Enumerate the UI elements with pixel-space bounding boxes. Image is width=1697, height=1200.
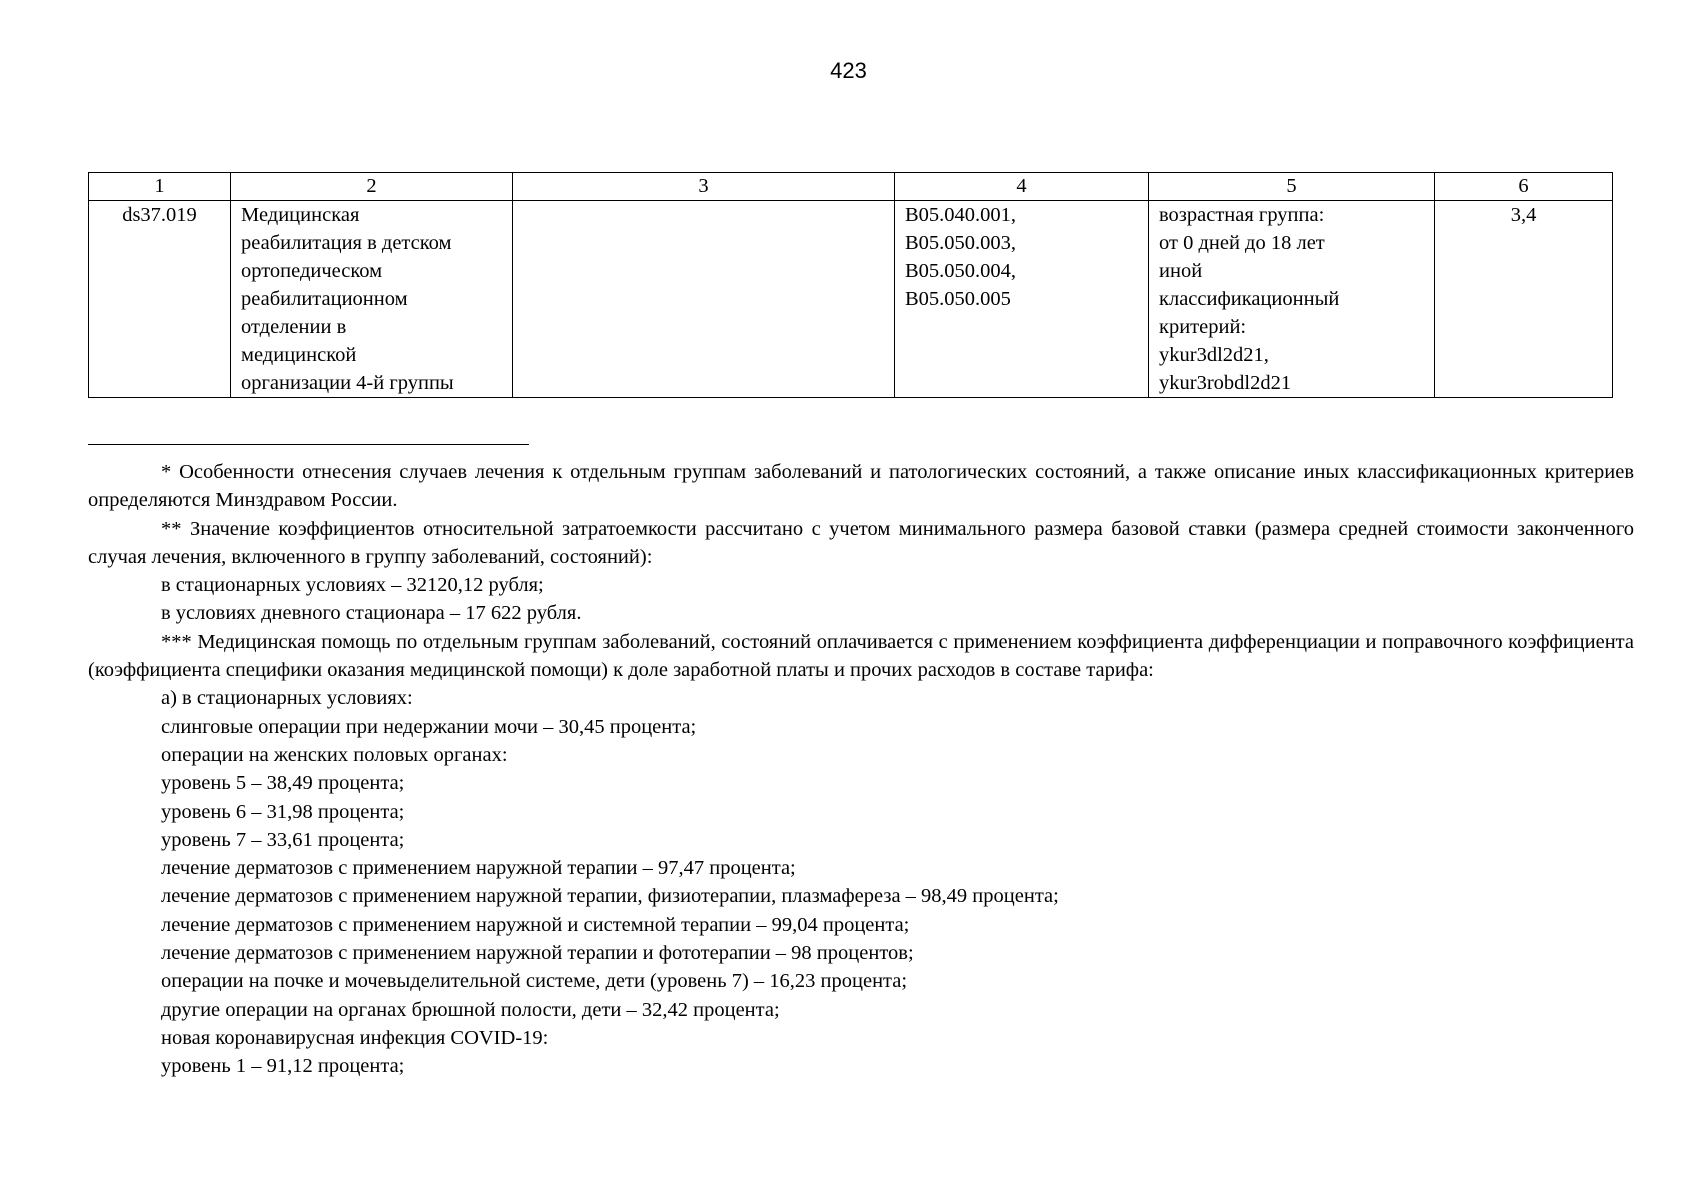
criteria-cell: возрастная группа: от 0 дней до 18 лет иной классификационный критерий: ykur3dl2d21, ykur3robdl2d21 bbox=[1149, 201, 1435, 398]
footnote-line: лечение дерматозов с применением наружной терапии – 97,47 процента; bbox=[161, 857, 796, 880]
tariff-table bbox=[88, 172, 1613, 398]
footnote-line: другие операции на органах брюшной полости, дети – 32,42 процента; bbox=[161, 998, 780, 1021]
footnote-line: уровень 1 – 91,12 процента; bbox=[161, 1055, 405, 1078]
column-header: 4 bbox=[895, 173, 1149, 201]
footnote-line: а) в стационарных условиях: bbox=[161, 687, 413, 710]
footnote-line: лечение дерматозов с применением наружной и системной терапии – 99,04 процента; bbox=[161, 913, 910, 936]
column-header: 6 bbox=[1435, 173, 1613, 201]
column-header: 1 bbox=[89, 173, 231, 201]
column-header: 2 bbox=[231, 173, 513, 201]
footnotes bbox=[88, 458, 1634, 1081]
table-header-row bbox=[89, 173, 1613, 201]
column-header: 3 bbox=[513, 173, 895, 201]
footnote-line: операции на почке и мочевыделительной системе, дети (уровень 7) – 16,23 процента; bbox=[161, 970, 908, 993]
footnote-paragraph: * Особенности отнесения случаев лечения к отдельным группам заболеваний и патологических состояний, а также описание иных классификационных критериев определяются Минздравом России. bbox=[88, 461, 1634, 512]
footnote-line: лечение дерматозов с применением наружной терапии и фототерапии – 98 процентов; bbox=[161, 942, 914, 965]
footnote-line: в условиях дневного стационара – 17 622 рубля. bbox=[161, 602, 582, 625]
service-codes-cell: B05.040.001, B05.050.003, B05.050.004, B05.050.005 bbox=[895, 201, 1149, 398]
table-row bbox=[89, 201, 1613, 398]
footnote-line: в стационарных условиях – 32120,12 рубля; bbox=[161, 574, 544, 597]
empty-cell bbox=[513, 201, 895, 398]
footnote-line: слинговые операции при недержании мочи – 30,45 процента; bbox=[161, 715, 697, 738]
footnote-separator bbox=[88, 444, 529, 445]
footnote-line: лечение дерматозов с применением наружной терапии, физиотерапии, плазмафереза – 98,49 процента; bbox=[161, 885, 1059, 908]
coefficient-cell: 3,4 bbox=[1435, 201, 1613, 398]
footnote-paragraph: *** Медицинская помощь по отдельным группам заболеваний, состояний оплачивается с применением коэффициента дифференциации и поправочного коэффициента (коэффициента специфики оказания медицинской помощи) к доле заработной платы и прочих расходов в составе тарифа: bbox=[88, 630, 1634, 682]
column-header: 5 bbox=[1149, 173, 1435, 201]
group-name-cell: Медицинская реабилитация в детском ортопедическом реабилитационном отделении в медицинской организации 4-й группы bbox=[231, 201, 513, 398]
page-number: 423 bbox=[830, 58, 867, 83]
footnote-line: уровень 5 – 38,49 процента; bbox=[161, 772, 405, 795]
footnote-line: уровень 7 – 33,61 процента; bbox=[161, 828, 405, 851]
footnote-line: уровень 6 – 31,98 процента; bbox=[161, 800, 405, 823]
footnote-line: операции на женских половых органах: bbox=[161, 743, 508, 766]
footnote-line: новая коронавирусная инфекция COVID-19: bbox=[161, 1026, 549, 1049]
group-code-cell: ds37.019 bbox=[89, 201, 231, 398]
footnote-paragraph: ** Значение коэффициентов относительной затратоемкости рассчитано с учетом минимального размера базовой ставки (размера средней стоимости законченного случая лечения, включенного в группу заболеваний, состояний): bbox=[88, 517, 1634, 568]
